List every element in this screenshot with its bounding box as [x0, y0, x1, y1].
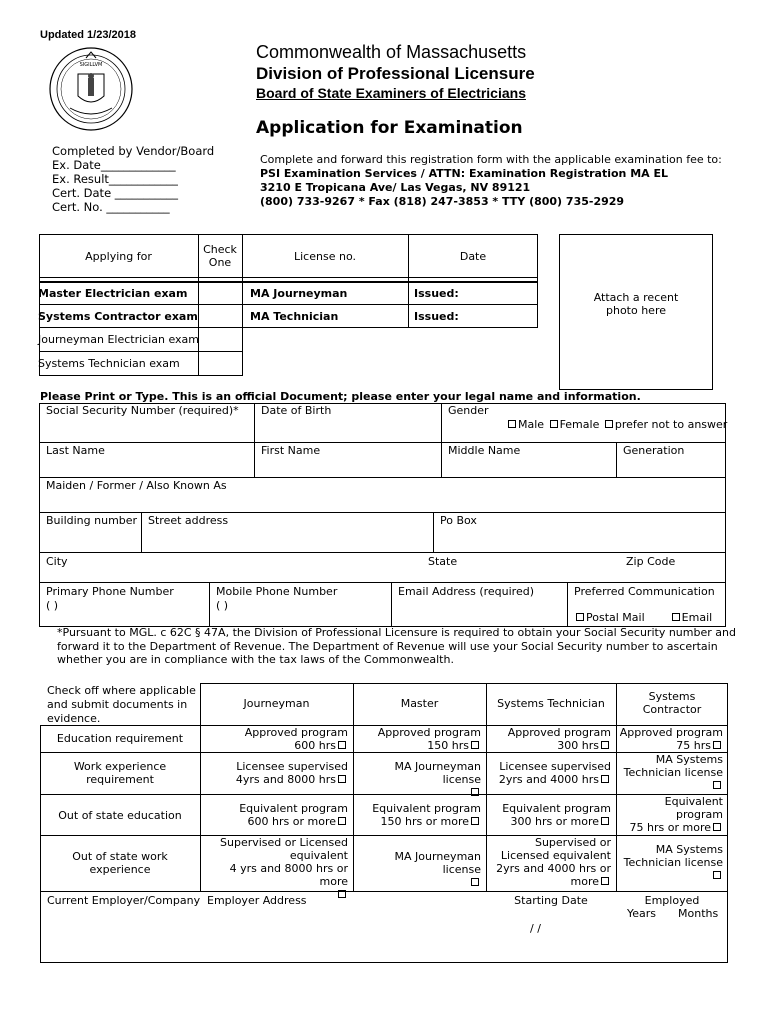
board-title: Board of State Examiners of Electricians [256, 85, 526, 101]
first-name-input[interactable] [257, 458, 439, 476]
journeyman-checkbox[interactable] [199, 328, 242, 351]
syscontractor-work-checkbox[interactable] [713, 781, 721, 789]
dob-label: Date of Birth [261, 404, 332, 417]
ssn-input[interactable] [42, 418, 252, 440]
footnote-line-3: whether you are in compliance with the tax laws of the Commonwealth. [57, 653, 454, 666]
middle-name-input[interactable] [444, 458, 614, 476]
prefer-not-checkbox[interactable] [605, 420, 613, 428]
street-address-line: 3210 E Tropicana Ave/ Las Vegas, NV 89121 [260, 181, 531, 194]
vendor-heading: Completed by Vendor/Board [52, 144, 215, 158]
journeyman-osw-checkbox[interactable] [338, 890, 346, 898]
systems-technician-checkbox[interactable] [199, 352, 242, 375]
employer-address-input[interactable] [203, 910, 483, 960]
email-input[interactable] [394, 599, 564, 625]
master-osw-checkbox[interactable] [471, 878, 479, 886]
syscontractor-osw-checkbox[interactable] [713, 871, 721, 879]
journeyman-work-checkbox[interactable] [338, 775, 346, 783]
master-ose: Equivalent program 150 hrs or more [372, 802, 481, 828]
generation-input[interactable] [619, 458, 724, 476]
systems-contractor-checkbox[interactable] [199, 305, 242, 327]
print-instruction: Please Print or Type. This is an official Document; please enter your legal name and information. [40, 390, 641, 403]
contractor-issued-label: Issued: [414, 310, 459, 323]
city-label: City [46, 555, 68, 568]
requirements-intro-2: and submit documents in [47, 698, 188, 711]
street-address-label: Street address [148, 514, 229, 527]
syscontractor-osw: MA Systems Technician license [616, 843, 723, 882]
street-address-input[interactable] [144, 528, 431, 550]
female-label: Female [559, 418, 600, 431]
zip-input[interactable] [676, 554, 724, 580]
current-employer-label: Current Employer/Company [47, 894, 201, 907]
primary-phone-input[interactable]: ( ) [46, 599, 59, 612]
ssn-footnote [57, 626, 736, 667]
systech-education: Approved program 300 hrs [507, 726, 611, 752]
po-box-label: Po Box [440, 514, 477, 527]
master-license-label: MA Journeyman [250, 287, 348, 300]
ssn-label: Social Security Number (required)* [46, 404, 239, 417]
submit-intro: Complete and forward this registration form with the applicable examination fee to: [260, 153, 722, 166]
email-required-label: Email Address (required) [398, 585, 534, 598]
email-checkbox[interactable] [672, 613, 680, 621]
building-number-label: Building number [46, 514, 138, 527]
page-title: Application for Examination [256, 118, 523, 138]
last-name-input[interactable] [42, 458, 252, 476]
postal-mail-label: Postal Mail [586, 611, 645, 624]
systech-work: Licensee supervised 2yrs and 4000 hrs [498, 760, 611, 786]
systech-ose: Equivalent program 300 hrs or more [502, 802, 611, 828]
journeyman-osw: Supervised or Licensed equivalent 4 yrs and 8000 hrs or more [200, 836, 348, 901]
syscontractor-education-checkbox[interactable] [713, 741, 721, 749]
col-license-no: License no. [294, 250, 356, 263]
systech-work-checkbox[interactable] [601, 775, 609, 783]
gender-label: Gender [448, 404, 489, 417]
first-name-label: First Name [261, 444, 321, 457]
master-electrician-checkbox[interactable] [199, 283, 242, 304]
ex-date-field[interactable]: Ex. Date_____________ [52, 158, 176, 172]
svg-text:SIGILLVM: SIGILLVM [79, 62, 103, 68]
out-of-state-work-label: Out of state work experience [72, 850, 168, 876]
col-date: Date [459, 250, 487, 263]
city-input[interactable] [90, 554, 420, 580]
requirements-intro-1: Check off where applicable [47, 684, 196, 697]
last-name-label: Last Name [46, 444, 105, 457]
col-master: Master [400, 697, 439, 710]
current-employer-input[interactable] [43, 910, 198, 960]
psi-address-line: PSI Examination Services / ATTN: Examination Registration MA EL [260, 167, 669, 180]
starting-date-input[interactable]: / / [530, 922, 541, 935]
contractor-license-label: MA Technician [250, 310, 339, 323]
commonwealth-seal [48, 46, 134, 132]
preferred-comm-options [574, 611, 712, 624]
systech-education-checkbox[interactable] [601, 741, 609, 749]
male-checkbox[interactable] [508, 420, 516, 428]
maiden-input[interactable] [42, 493, 724, 511]
requirements-intro-3: evidence. [47, 712, 101, 725]
master-issued-label: Issued: [414, 287, 459, 300]
master-work-checkbox[interactable] [471, 788, 479, 796]
submit-info [260, 153, 722, 209]
master-ose-checkbox[interactable] [471, 817, 479, 825]
systems-contractor-exam: Systems Contractor exam [38, 310, 198, 323]
footnote-line-2: forward it to the Department of Revenue. The Department of Revenue will use your Social Security number to ascertain [57, 639, 718, 653]
zip-label: Zip Code [626, 555, 676, 568]
starting-date-label: Starting Date [514, 894, 588, 907]
building-number-input[interactable] [42, 528, 139, 550]
primary-phone-label: Primary Phone Number [46, 585, 174, 598]
po-box-input[interactable] [436, 528, 724, 550]
cert-date-field[interactable]: Cert. Date ___________ [52, 186, 179, 200]
col-check-one: Check One [203, 243, 237, 269]
updated-date: Updated 1/23/2018 [40, 29, 136, 41]
syscontractor-work: MA Systems Technician license [616, 753, 723, 792]
syscontractor-ose: Equivalent program 75 hrs or more [629, 795, 723, 834]
journeyman-electrician-exam: Journeyman Electrician exam [38, 333, 200, 346]
mobile-phone-input[interactable]: ( ) [216, 599, 229, 612]
male-label: Male [518, 418, 545, 431]
middle-name-label: Middle Name [448, 444, 521, 457]
master-electrician-exam: Master Electrician exam [38, 287, 188, 300]
phone-line: (800) 733-9267 * Fax (818) 247-3853 * TTY (800) 735-2929 [260, 195, 625, 208]
employed-months-label: Months [678, 907, 719, 920]
maiden-label: Maiden / Former / Also Known As [46, 479, 227, 492]
photo-label: Attach a recent photo here [593, 291, 679, 317]
dob-input[interactable] [257, 418, 439, 440]
employed-label: Employed [644, 894, 700, 907]
employer-address-label: Employer Address [207, 894, 307, 907]
systech-osw-checkbox[interactable] [601, 877, 609, 885]
systech-ose-checkbox[interactable] [601, 817, 609, 825]
preferred-comm-label: Preferred Communication [574, 585, 715, 598]
work-experience-label: Work experience requirement [73, 760, 167, 786]
col-journeyman: Journeyman [243, 697, 310, 710]
education-requirement-label: Education requirement [56, 732, 184, 745]
journeyman-ose: Equivalent program 600 hrs or more [239, 802, 348, 828]
cert-no-field[interactable]: Cert. No. ___________ [52, 200, 170, 214]
col-applying-for: Applying for [85, 250, 152, 263]
state-input[interactable] [462, 554, 617, 580]
col-systems-contractor: Systems Contractor [642, 690, 702, 716]
footnote-line-1: *Pursuant to MGL. c 62C § 47A, the Division of Professional Licensure is required to obtain your Social Security number and [57, 626, 736, 639]
master-education: Approved program 150 hrs [377, 726, 481, 752]
systech-osw: Supervised or Licensed equivalent 2yrs and 4000 hrs or more [496, 836, 611, 888]
mobile-phone-label: Mobile Phone Number [216, 585, 338, 598]
commonwealth-title: Commonwealth of Massachusetts [256, 42, 527, 62]
postal-mail-checkbox[interactable] [576, 613, 584, 621]
out-of-state-education-label: Out of state education [58, 809, 182, 822]
female-checkbox[interactable] [550, 420, 558, 428]
state-label: State [428, 555, 458, 568]
email-label: Email [681, 611, 713, 624]
master-osw: MA Journeyman license [353, 850, 481, 889]
master-education-checkbox[interactable] [471, 741, 479, 749]
generation-label: Generation [623, 444, 685, 457]
master-work: MA Journeyman license [353, 760, 481, 799]
division-title: Division of Professional Licensure [256, 64, 535, 83]
ex-result-field[interactable]: Ex. Result____________ [52, 172, 178, 186]
vendor-block [52, 144, 214, 214]
journeyman-education-checkbox[interactable] [338, 741, 346, 749]
gender-options [506, 418, 727, 431]
journeyman-ose-checkbox[interactable] [338, 817, 346, 825]
systems-technician-exam: Systems Technician exam [38, 357, 180, 370]
col-systems-technician: Systems Technician [497, 697, 605, 710]
journeyman-education: Approved program 600 hrs [244, 726, 348, 752]
employed-years-label: Years [627, 907, 657, 920]
prefer-not-label: prefer not to answer [614, 418, 728, 431]
journeyman-work: Licensee supervised 4yrs and 8000 hrs [235, 760, 348, 786]
syscontractor-ose-checkbox[interactable] [713, 823, 721, 831]
syscontractor-education: Approved program 75 hrs [619, 726, 723, 752]
